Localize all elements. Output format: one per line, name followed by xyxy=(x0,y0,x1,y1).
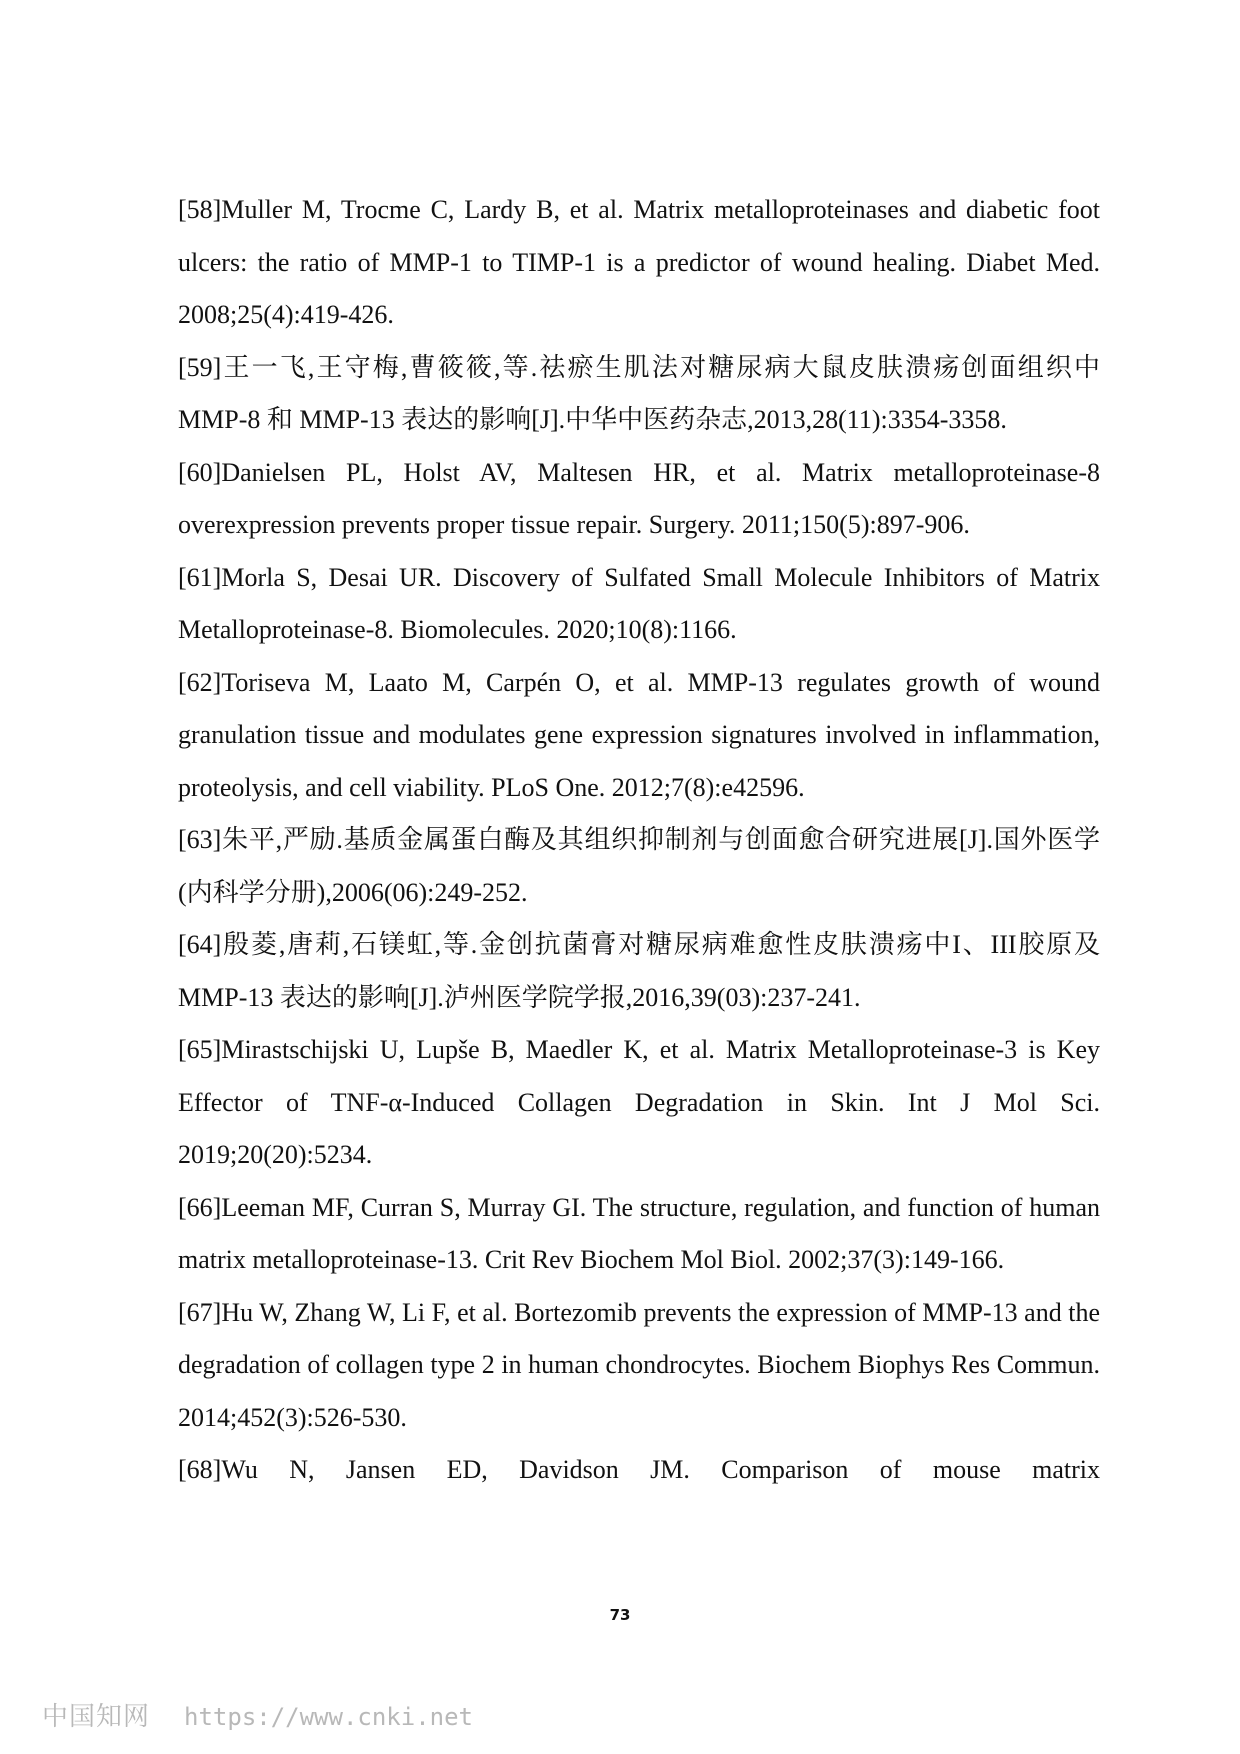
reference-number: [63] xyxy=(178,825,222,854)
reference-entry-65 xyxy=(178,1024,1100,1182)
reference-text: Muller M, Trocme C, Lardy B, et al. Matrix metalloproteinases and diabetic foot ulcers: the ratio of MMP-1 to TIMP-1 is a predictor of wound healing. Diabet Med. 2008;25(4):419-426. xyxy=(178,195,1100,329)
reference-number: [65] xyxy=(178,1035,222,1064)
reference-number: [59] xyxy=(178,352,222,382)
reference-text: 王一飞,王守梅,曹筱筱,等.祛瘀生肌法对糖尿病大鼠皮肤溃疡创面组织中 MMP-8 和 MMP-13 表达的影响[J].中华中医药杂志,2013,28(11):3354-3358. xyxy=(178,352,1100,434)
reference-text: Mirastschijski U, Lupše B, Maedler K, et al. Matrix Metalloproteinase-3 is Key Effector of TNF-α-Induced Collagen Degradation in Skin. Int J Mol Sci. 2019;20(20):5234. xyxy=(178,1035,1100,1169)
reference-entry-59 xyxy=(178,342,1100,447)
reference-text: Hu W, Zhang W, Li F, et al. Bortezomib prevents the expression of MMP-13 and the degradation of collagen type 2 in human chondrocytes. Biochem Biophys Res Commun. 2014;452(3):526-530. xyxy=(178,1297,1100,1432)
reference-text: Danielsen PL, Holst AV, Maltesen HR, et al. Matrix metalloproteinase-8 overexpression prevents proper tissue repair. Surgery. 2011;150(5):897-906. xyxy=(178,457,1100,539)
reference-entry-60 xyxy=(178,447,1100,552)
reference-text: 朱平,严励.基质金属蛋白酶及其组织抑制剂与创面愈合研究进展[J].国外医学(内科学分册),2006(06):249-252. xyxy=(178,825,1100,907)
reference-number: [66] xyxy=(178,1192,222,1222)
reference-entry-61 xyxy=(178,552,1100,657)
page-number: 73 xyxy=(609,1606,631,1624)
reference-list xyxy=(178,184,1100,1497)
reference-entry-63 xyxy=(178,814,1100,919)
reference-number: [61] xyxy=(178,562,222,592)
reference-number: [58] xyxy=(178,195,222,224)
reference-entry-67 xyxy=(178,1287,1100,1445)
reference-text: Toriseva M, Laato M, Carpén O, et al. MMP-13 regulates growth of wound granulation tissue and modulates gene expression signatures involved in inflammation, proteolysis, and cell viability. PLoS One. 2012;7(8):e42596. xyxy=(178,667,1100,802)
reference-entry-66 xyxy=(178,1182,1100,1287)
reference-text: Leeman MF, Curran S, Murray GI. The structure, regulation, and function of human matrix metalloproteinase-13. Crit Rev Biochem Mol Biol. 2002;37(3):149-166. xyxy=(178,1192,1100,1274)
reference-entry-62 xyxy=(178,657,1100,815)
reference-text: 殷菱,唐莉,石镁虹,等.金创抗菌膏对糖尿病难愈性皮肤溃疡中I、III胶原及 MMP-13 表达的影响[J].泸州医学院学报,2016,39(03):237-241. xyxy=(178,930,1100,1012)
reference-number: [67] xyxy=(178,1297,222,1327)
reference-number: [68] xyxy=(178,1455,222,1484)
reference-number: [62] xyxy=(178,667,222,697)
cnki-watermark xyxy=(42,1696,473,1733)
reference-entry-58 xyxy=(178,184,1100,342)
reference-number: [60] xyxy=(178,457,222,487)
reference-text: Morla S, Desai UR. Discovery of Sulfated Small Molecule Inhibitors of Matrix Metalloproteinase-8. Biomolecules. 2020;10(8):1166. xyxy=(178,562,1100,644)
watermark-url: https://www.cnki.net xyxy=(184,1703,473,1731)
reference-entry-68 xyxy=(178,1444,1100,1497)
reference-text: Wu N, Jansen ED, Davidson JM. Comparison of mouse matrix xyxy=(221,1455,1100,1484)
watermark-logo-text: 中国知网 xyxy=(42,1702,151,1732)
reference-entry-64 xyxy=(178,919,1100,1024)
reference-number: [64] xyxy=(178,930,222,959)
